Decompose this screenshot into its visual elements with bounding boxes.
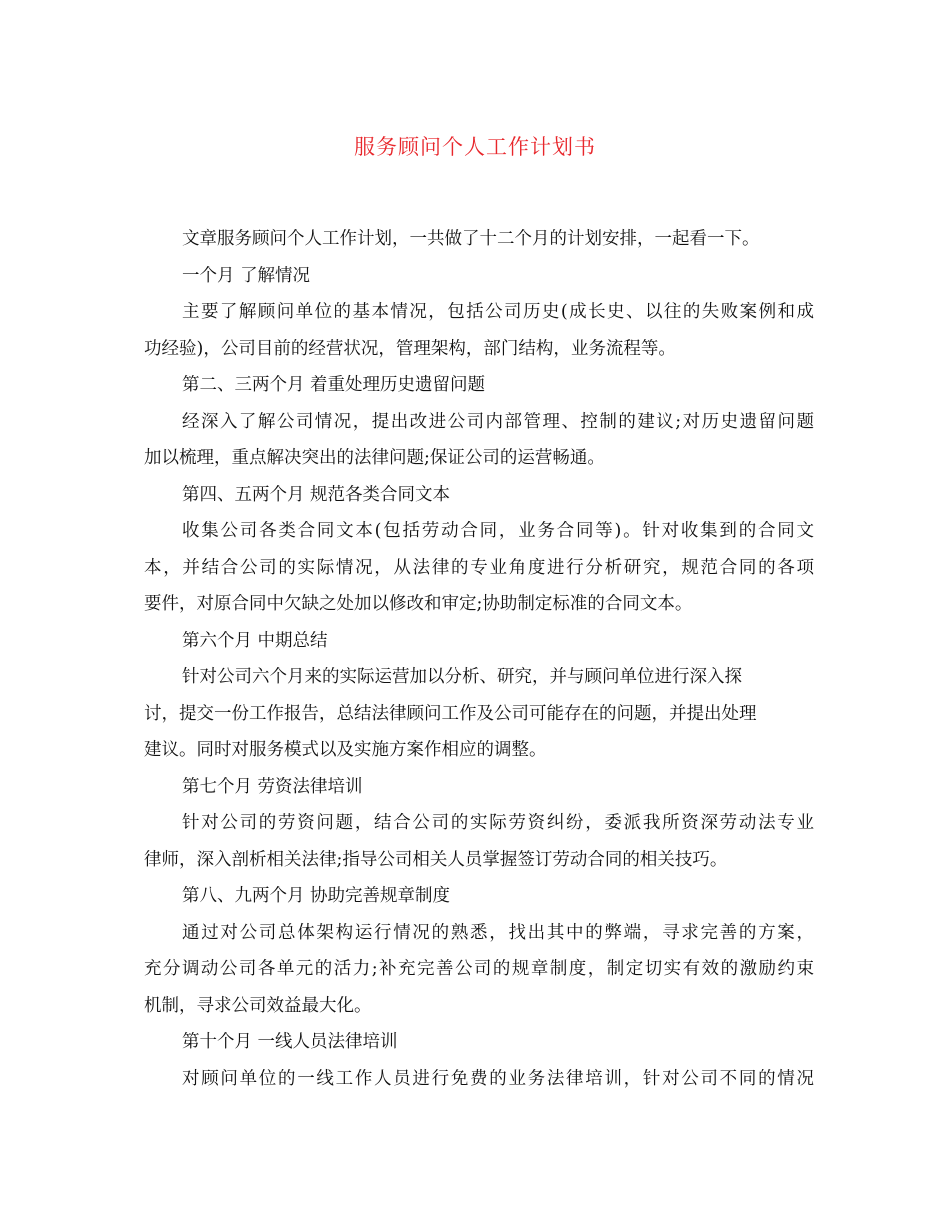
paragraph-line: 对顾问单位的一线工作人员进行免费的业务法律培训，针对公司不同的情况 bbox=[182, 1068, 814, 1089]
paragraph-line: 要件，对原合同中欠缺之处加以修改和审定;协助制定标准的合同文本。 bbox=[144, 594, 693, 614]
paragraph-line: 机制，寻求公司效益最大化。 bbox=[144, 995, 372, 1016]
paragraph-line: 收集公司各类合同文本(包括劳动合同，业务合同等)。针对收集到的合同文 bbox=[182, 521, 814, 541]
paragraph-line: 加以梳理，重点解决突出的法律问题;保证公司的运营畅通。 bbox=[144, 448, 605, 468]
section-heading-month-1: 一个月 了解情况 bbox=[182, 265, 311, 286]
section-heading-month-2-3: 第二、三两个月 着重处理历史遗留问题 bbox=[182, 375, 486, 395]
paragraph-line: 针对公司的劳资问题，结合公司的实际劳资纠纷，委派我所资深劳动法专业 bbox=[182, 813, 814, 833]
paragraph-line: 充分调动公司各单元的活力;补充完善公司的规章制度，制定切实有效的激励约束 bbox=[144, 959, 814, 979]
paragraph-line: 主要了解顾问单位的基本情况，包括公司历史(成长史、以往的失败案例和成 bbox=[182, 302, 814, 322]
paragraph-line: 通过对公司总体架构运行情况的熟悉，找出其中的弊端，寻求完善的方案， bbox=[182, 922, 814, 943]
section-heading-month-8-9: 第八、九两个月 协助完善规章制度 bbox=[182, 886, 451, 906]
paragraph-line: 讨，提交一份工作报告，总结法律顾问工作及公司可能存在的问题，并提出处理 bbox=[144, 703, 757, 724]
paragraph-line: 功经验)，公司目前的经营状况，管理架构，部门结构，业务流程等。 bbox=[144, 338, 676, 359]
document-title: 服务顾问个人工作计划书 bbox=[354, 135, 596, 159]
paragraph-line: 针对公司六个月来的实际运营加以分析、研究，并与顾问单位进行深入探 bbox=[182, 667, 742, 687]
paragraph-line: 本，并结合公司的实际情况，从法律的专业角度进行分析研究，规范合同的各项 bbox=[144, 557, 814, 578]
document-body bbox=[144, 221, 814, 1097]
paragraph-line: 经深入了解公司情况，提出改进公司内部管理、控制的建议;对历史遗留问题 bbox=[182, 411, 814, 432]
section-heading-month-6: 第六个月 中期总结 bbox=[182, 630, 328, 651]
section-heading-month-10: 第十个月 一线人员法律培训 bbox=[182, 1032, 398, 1052]
paragraph-line: 建议。同时对服务模式以及实施方案作相应的调整。 bbox=[144, 740, 547, 760]
paragraph-line: 律师，深入剖析相关法律;指导公司相关人员掌握签订劳动合同的相关技巧。 bbox=[144, 849, 728, 870]
section-heading-month-4-5: 第四、五两个月 规范各类合同文本 bbox=[182, 484, 451, 505]
section-heading-month-7: 第七个月 劳资法律培训 bbox=[182, 776, 363, 797]
intro-paragraph-line: 文章服务顾问个人工作计划，一共做了十二个月的计划安排，一起看一下。 bbox=[182, 229, 760, 249]
